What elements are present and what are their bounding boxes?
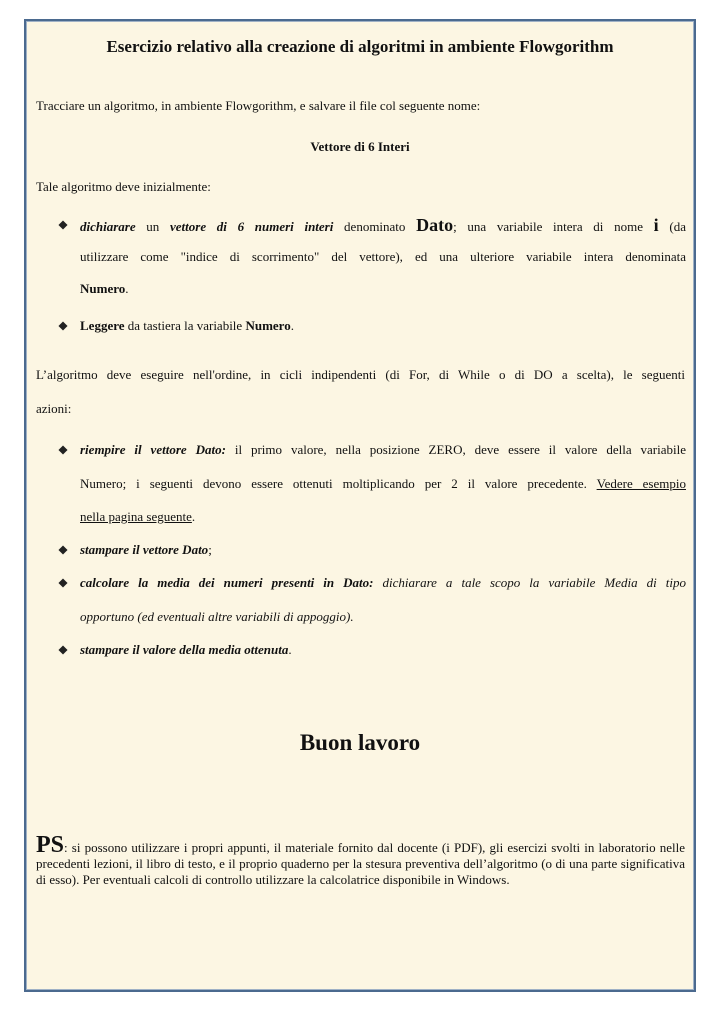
bullet-icon [58, 578, 67, 587]
example-link[interactable]: Vedere esempio [596, 476, 686, 491]
document-title: Esercizio relativo alla creazione di algoritmi in ambiente Flowgorithm [106, 37, 614, 56]
actions-text-line-2: azioni: [36, 401, 72, 416]
bullet-1-line-2: utilizzare come "indice di scorrimento" del vettore), ed una ulteriore variabile intera denominata [80, 249, 686, 264]
bullet-3-line-2: Numero; i seguenti devono essere ottenuti moltiplicando per 2 il valore precedente. Vedere esempio [80, 476, 686, 491]
ps-text: : si possono utilizzare i propri appunti, il materiale fornito dal docente (i PDF), gli esercizi svolti in laboratorio nelle precedenti lezioni, il libro di testo, e il proprio quaderno per la stesura preventiva dell’algoritmo (o di una parte significativa di esso). Per eventuali calcoli di controllo utilizzare la calcolatrice disponibile in Windows. [36, 840, 685, 887]
bullet-3-line-1: riempire il vettore Dato: il primo valore, nella posizione ZERO, deve essere il valore della variabile [80, 442, 686, 457]
closing-heading: Buon lavoro [299, 730, 421, 755]
bullet-6-text: stampare il valore della media ottenuta. [80, 642, 292, 657]
bullet-4-text: stampare il vettore Dato; [80, 542, 212, 557]
bullet-5-line-2: opportuno (ed eventuali altre variabili di appoggio). [80, 609, 354, 624]
bullet-icon [58, 445, 67, 454]
intro-text: Tracciare un algoritmo, in ambiente Flowgorithm, e salvare il file col seguente nome: [36, 98, 481, 113]
filename-text: Vettore di 6 Interi [310, 139, 410, 154]
bullet-icon [58, 220, 67, 229]
bullet-2-text: Leggere da tastiera la variabile Numero. [80, 318, 294, 333]
ps-label: PS [36, 832, 65, 858]
bullet-icon [58, 321, 67, 330]
actions-text-line-1: L’algoritmo deve eseguire nell'ordine, in cicli indipendenti (di For, di While o di DO a scelta), le seguenti [36, 367, 685, 382]
example-link-continued[interactable]: nella pagina seguente [80, 509, 192, 524]
document-frame [24, 19, 696, 992]
bullet-icon [58, 545, 67, 554]
bullet-icon [58, 645, 67, 654]
bullet-1-line-1: dichiarare un vettore di 6 numeri interi denominato Dato; una variabile intera di nome i (da [80, 215, 686, 235]
bullet-5-line-1: calcolare la media dei numeri presenti in Dato: dichiarare a tale scopo la variabile Media di tipo [80, 575, 686, 590]
bullet-3-line-3: nella pagina seguente. [80, 509, 196, 524]
initial-intro-text: Tale algoritmo deve inizialmente: [36, 179, 211, 194]
ps-note [36, 832, 685, 888]
bullet-1-line-3: Numero. [80, 281, 129, 296]
